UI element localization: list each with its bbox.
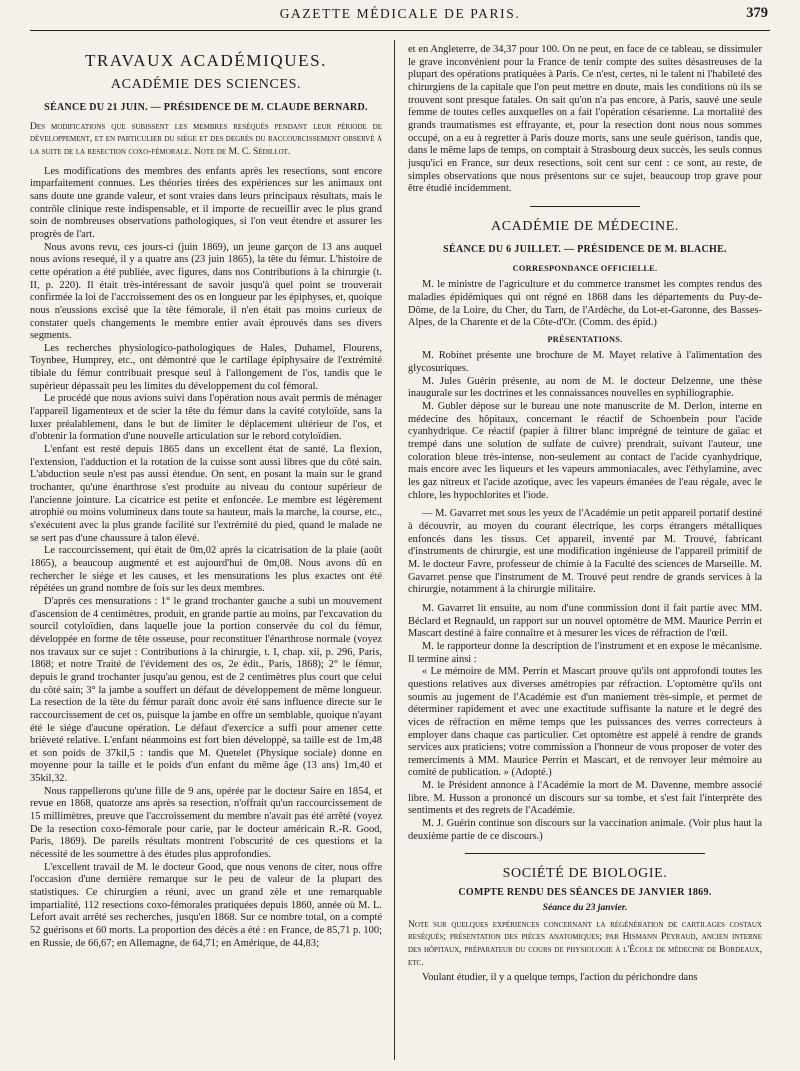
body-paragraph: Le raccourcissement, qui était de 0m,02 après la cicatrisation de la plaie (août 1865), a beaucoup augmenté et est aujourd'hui de 0m,08. Nous avons dû en rechercher le siége et les causes, et les mensurations les plus exactes ont été répétées un grand nombre de fois sur les deux membres. bbox=[30, 545, 382, 595]
left-column bbox=[30, 44, 382, 950]
body-paragraph: M. Gavarret lit ensuite, au nom d'une commission dont il fait partie avec MM. Béclard et Regnauld, un rapport sur un nouvel optomètre de MM. Maurice Perrin et Mascart destiné à faire connaître et à mesurer les vices de réfraction de l'œil. bbox=[408, 602, 762, 640]
compte-rendu-title: COMPTE RENDU DES SÉANCES DE JANVIER 1869. bbox=[458, 887, 712, 899]
body-paragraph: M. le Président annonce à l'Académie la mort de M. Davenne, membre associé libre. M. Husson a prononcé un discours sur sa tombe, et s'est fait l'interprète des sentiments et des regrets de l'Académie. bbox=[408, 780, 762, 817]
note-title: Note sur quelques expériences concernant la régénération de cartilages costaux reséqués; présentation des pièces anatomiques; par Hismann Peyraud, ancien interne des hôpitaux, préparateur du cours de physiologie à l'École de médecine de Bordeaux, etc. bbox=[408, 918, 762, 968]
body-paragraph: Voulant étudier, il y a quelque temps, l'action du périchondre dans bbox=[422, 972, 698, 984]
body-paragraph: M. J. Guérin continue son discours sur la vaccination animale. (Voir plus haut la deuxième partie de ce discours.) bbox=[408, 818, 762, 842]
society-title: SOCIÉTÉ DE BIOLOGIE. bbox=[502, 866, 668, 882]
section-title: TRAVAUX ACADÉMIQUES. bbox=[84, 51, 327, 70]
column-divider bbox=[394, 40, 395, 1060]
subsection-title: CORRESPONDANCE OFFICIELLE. bbox=[512, 263, 658, 273]
body-paragraph: — M. Gavarret met sous les yeux de l'Académie un petit appareil portatif destiné à découvrir, au moyen du courant électrique, les corps étrangers métalliques enfoncés dans les tissus. Cet appareil, inventé par M. Trouvé, fabricant d'instruments de chirurgie, est une modification ingénieuse de l'appareil primitif de M. le docteur Favre, professeur de chimie à la Faculté des sciences de Marseille. M. Gavarret pense que l'instrument de M. Trouvé peut rendre de grands services à la chirurgie, notamment à la chirurgie militaire. bbox=[408, 508, 762, 596]
running-header bbox=[30, 4, 770, 31]
subsection-title: PRÉSENTATIONS. bbox=[547, 334, 623, 344]
body-paragraph: Nous avons revu, ces jours-ci (juin 1869), un jeune garçon de 13 ans auquel nous avions resequé, il y a quatre ans (23 juin 1865), la tête du fémur. L'histoire de cette opération a été publiée, avec figures, dans nos Contributions à la chirurgie (t. II, p. 220). Il était très-intéressant de savoir jusqu'à quel point se trouverait confirmée la loi de l'accroissement des os en longueur par les épiphyses, et, quoique nous n'eussions excisé que la tête fémorale, il n'en était pas moins curieux de constater quels changements le membre entier avait éprouvés dans ses divers segments. bbox=[30, 241, 382, 342]
academy-title: ACADÉMIE DES SCIENCES. bbox=[110, 77, 302, 92]
body-paragraph: D'après ces mensurations : 1° le grand trochanter gauche a subi un mouvement d'ascension de 4 centimètres, produit, en grande partie au moins, par l'excavation du sourcil cotyloïdien, dans laquelle joue la portion conservée du col du fémur, développée en forme de tête osseuse, pour reconstituer l'énarthrose normale (voyez nos travaux sur ce sujet : Contributions à la chirurgie, t. I, chap. xii, p. 296, Paris, 1868; et notre Traité de l'évidement des os, 2e édit., Paris, 1868); 2° le fémur, depuis le grand trochanter jusqu'au genou, est de 2 centimètres plus court que celui du côté sain; 3° la jambe a souffert un défaut de développement de même longueur. La resection de la tête du fémur paraît donc avoir été sans influence directe sur le raccourcissement de cet os, puisque la jambe en offre un semblable, quoique n'ayant été le siége d'aucune opération. Le défaut d'exercice a suffi pour amener cette brièveté relative. L'enfant néanmoins est fort bien développé, sa taille est de 1m,48 et son poids de 37kil,5 : tandis que M. Quetelet (Physique sociale) donne en moyenne pour la taille et le poids d'un enfant du même âge (13 ans) 1m,40 et 35kil,32. bbox=[30, 595, 382, 785]
seance-date: Séance du 23 janvier. bbox=[542, 902, 628, 914]
journal-title: GAZETTE MÉDICALE DE PARIS. bbox=[279, 6, 521, 21]
seance-line: SÉANCE DU 21 JUIN. — PRÉSIDENCE DE M. CLAUDE BERNARD. bbox=[44, 102, 368, 113]
body-paragraph: M. Robinet présente une brochure de M. Mayet relative à l'alimentation des glycosuriques. bbox=[408, 350, 762, 375]
article-abstract: Des modifications que subissent les membres reséqués pendant leur période de développement, et en particulier du siége et des degrés du raccourcissement observé à la suite de la resection coxo-fémorale. Note de M. C. Sédillot. bbox=[30, 120, 382, 157]
page-number: 379 bbox=[746, 5, 768, 21]
body-paragraph: « Le mémoire de MM. Perrin et Mascart prouve qu'ils ont approfondi toutes les questions relatives aux diverses amétropies par réfraction. L'optomètre qu'ils ont soumis au jugement de l'Académie est d'un maniement très-simple, et permet de déterminer rapidement et avec une exactitude suffisante la nature et le degré des vices de réfraction en même temps que les puissances des verres correcteurs à employer dans chaque cas particulier. Cet optomètre est appelé à rendre de grands services aux praticiens; votre commission a l'honneur de vous proposer de voter des remerciments à MM. Maurice Perrin et Mascart, et de renvoyer leur mémoire au comité de publication. » (Adopté.) bbox=[408, 666, 762, 779]
body-paragraph: et en Angleterre, de 34,37 pour 100. On ne peut, en face de ce tableau, se dissimuler le grave inconvénient pour la France de tenir compte des suites désastreuses de la plupart des opérations pratiquées à Paris. Ce n'est, certes, ni le talent ni l'habileté des chirurgiens de la capitale que l'on peut mettre en doute, mais les conditions où ils se trouvent sont presque fatales. On sait qu'on n'a pas encore, à Paris, sauvé une seule femme de toutes celles auxquelles on a fait l'opération césarienne. La mortalité des grands traumatismes est effrayante, et, pour la resection dont nous nous sommes occupé, on a eu à regretter à Paris douze morts, sans une seule guérison, tandis que, dans le même laps de temps, on comptait à Strasbourg deux succès, les seuls connus jusqu'ici en France, sur deux resections, soit cent sur cent : ce sont, au reste, de simples observations que nous présentons sur ce sujet, beaucoup trop grave pour être étudié incidemment. bbox=[408, 44, 762, 195]
body-paragraph: L'excellent travail de M. le docteur Good, que nous venons de citer, nous offre l'occasion d'une dernière remarque sur le peu de valeur de la plupart des statistiques. Ce chirurgien a réuni, avec un grand zèle et une remarquable impartialité, 112 resections coxo-fémorales pratiquées depuis 1860, année où M. L. Lefort avait arrêté ses recherches, jusqu'en 1868. Sur ce nombre total, on a compté 52 guérisons et 60 morts. La proportion des décès a été : en France, de 85,71 p. 100; en Russie, de 66,67; en Allemagne, de 64,71; en Amérique, de 44,83; bbox=[30, 861, 382, 949]
body-paragraph: M. Jules Guérin présente, au nom de M. le docteur Delzenne, une thèse inaugurale sur les doctrines et les connaissances nouvelles en syphiliographie. bbox=[408, 375, 762, 400]
section-rule bbox=[530, 206, 640, 207]
section-rule bbox=[465, 853, 705, 854]
body-paragraph: M. le rapporteur donne la description de l'instrument et en expose le mécanisme. Il termine ainsi : bbox=[408, 640, 762, 665]
right-column bbox=[408, 44, 762, 985]
body-paragraph: L'enfant est resté depuis 1865 dans un excellent état de santé. La flexion, l'extension, l'adduction et la rotation de la cuisse sont aussi libres que du côté sain. L'abduction seule n'est pas aussi étendue. On sent, en posant la main sur le grand trochanter, qu'une énarthrose s'est produite au niveau du contour supérieur de l'ancienne jointure. La cicatrice est petite et enfoncée. Le membre est légèrement atrophié ou moins volumineux dans toute sa hauteur, mais la marche, la course, etc., s'exécutent avec la plus grande facilité sur l'extrémité du pied, quand le malade ne se sert pas d'une chaussure à talon élevé. bbox=[30, 444, 382, 544]
body-paragraph: M. Gubler dépose sur le bureau une note manuscrite de M. Derlon, interne en médecine des hôpitaux, concernant le réactif de Schoenbein pour l'acide cyanhydrique. Ce réactif (papier à filtrer blanc imprégné de teinture de gaïac et trempé dans une solution de sulfate de cuivre) prendrait, suivant l'auteur, une coloration bleue très-intense, non-seulement au contact de l'acide cyanhydrique, mais encore avec les liqueurs et les vapeurs ammoniacales, avec l'éthylamine, avec les gaz nitreux et l'acide azotique, avec les vapeurs émanées de l'eau régale, avec le chlore, les hypochlorites et l'iode. bbox=[408, 401, 762, 501]
body-paragraph: M. le ministre de l'agriculture et du commerce transmet les comptes rendus des maladies épidémiques qui ont régné en 1868 dans les départements du Puy-de-Dôme, de la Loire, du Cher, du Tarn, de l'Ardèche, du Lot-et-Garonne, des Basses-Alpes, de la Charente et de la Côte-d'Or. (Comm. des épid.) bbox=[408, 279, 762, 329]
body-paragraph: Nous rappellerons qu'une fille de 9 ans, opérée par le docteur Saire en 1854, et revue en 1868, quatorze ans après sa resection, n'offrait qu'un raccourcissement de 15 millimètres, preuve que l'accroissement du membre n'avait pas été arrêté (voyez De la resection coxo-fémorale pour carie, par le docteur américain R.-R. Good, Paris, 1869). De pareils résultats montrent l'obscurité de ces questions et la nécessité de les soumettre à des études plus approfondies. bbox=[30, 785, 382, 861]
academy-title-2: ACADÉMIE DE MÉDECINE. bbox=[491, 218, 679, 234]
seance-line-2: SÉANCE DU 6 JUILLET. — PRÉSIDENCE DE M. BLACHE. bbox=[443, 243, 727, 255]
body-paragraph: Les modifications des membres des enfants après les resections, sont encore imparfaitement connues. Les théories tirées des expériences sur les animaux ont sans doute une grande valeur, et sont vraies dans leurs principaux résultats, mais le contrôle clinique reste indispensable, et il importe de recueillir avec le plus grand soin de nombreuses observations pathologiques, si l'on veut étendre et assurer les progrès de l'art. bbox=[30, 165, 382, 240]
body-paragraph: Le procédé que nous avions suivi dans l'opération nous avait permis de ménager l'appareil ligamenteux et de scier la tête du fémur dans la cavité cotyloïde, sans la luxer préalablement, dans le but de limiter le déplacement ultérieur de l'os, et d'obtenir la formation d'une nouvelle articulation sur le rebord cotyloïdien. bbox=[30, 393, 382, 443]
body-paragraph: Les recherches physiologico-pathologiques de Hales, Duhamel, Flourens, Toynbee, Humprey, etc., ont démontré que le cartilage épiphysaire de l'extrémité tibiale du fémur contribuait presque seul à l'allongement de l'os, tandis que le supérieur dépassait peu les limites du développement du col fémoral. bbox=[30, 342, 382, 392]
